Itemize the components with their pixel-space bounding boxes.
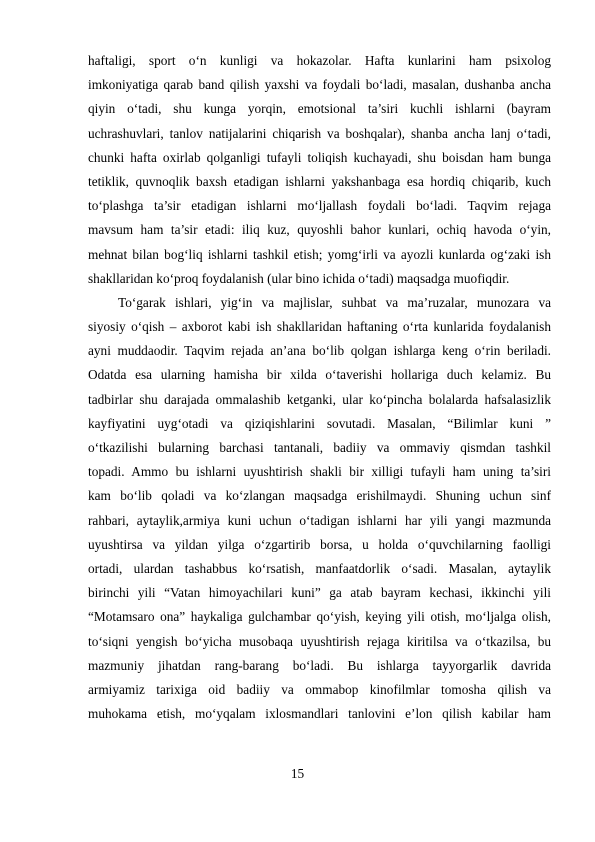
text-line: birinchi yili “Vatan himoyachilari kuni” ga atab bayram kechasi, ikkinchi yili [88,585,551,601]
text-line: ortadi, ulardan tashabbus ko‘rsatish, manfaatdorlik o‘sadi. Masalan, aytaylik [88,560,551,576]
text-line: shakllaridan ko‘proq foydalanish (ular bino ichida o‘tadi) maqsadga muofiqdir. [88,270,510,286]
text-line: topadi. Ammo bu ishlarni uyushtirish shakli bir xilligi tufayli ham uning ta’siri [88,464,551,480]
text-line: uchrashuvlari, tanlov natijalarini chiqarish va boshqalar), shanba ancha lanj o‘tadi, [88,125,551,141]
text-line: “Motamsaro ona” haykaliga gulchambar qo‘yish, keying yili otish, mo‘ljalga olish, [88,609,551,625]
text-line: siyosiy o‘qish – axborot kabi ish shakllaridan haftaning o‘rta kunlarida foydalanish [88,319,551,335]
text-line: o‘tkazilishi bularning barchasi tantanali, badiiy va ommaviy qismdan tashkil [88,440,551,455]
text-line: muhokama etish, mo‘yqalam ixlosmandlari tanlovini e’lon qilish kabilar ham [88,706,551,722]
page-number: 15 [290,766,305,781]
text-line: rahbari, aytaylik,armiya kuni uchun o‘tadigan ishlarni har yili yangi mazmunda [88,512,551,528]
text-line: to‘siqni yengish bo‘yicha musobaqa uyushtirish rejaga kiritilsa va o‘tkazilsa, bu [88,633,551,649]
text-line: haftaligi, sport o‘n kunligi va hokazolar. Hafta kunlarini ham psixolog [88,53,551,68]
text-line: to‘plashga ta’sir etadigan ishlarni mo‘ljallash foydali bo‘ladi. Taqvim rejaga [88,198,551,214]
text-line: kam bo‘lib qoladi va ko‘zlangan maqsadga erishilmaydi. Shuning uchun sinf [88,488,551,504]
text-line: tadbirlar shu darajada ommalashib ketganki, ular ko‘pincha bolalarda hafsalasizlik [88,391,551,407]
text-line: kayfiyatini uyg‘otadi va qiziqishlarini sovutadi. Masalan, “Bilimlar kuni ” [88,415,551,431]
text-line: mazmuniy jihatdan rang-barang bo‘ladi. Bu ishlarga tayyorgarlik davrida [88,657,551,673]
text-line: armiyamiz tarixiga oid badiiy va ommabop kinofilmlar tomosha qilish va [88,681,551,697]
text-line: uyushtirsa va yildan yilga o‘zgartirib borsa, u holda o‘quvchilarning faolligi [88,536,551,552]
text-line: imkoniyatiga qarab band qilish yaxshi va foydali bo‘ladi, masalan, dushanba ancha [88,77,551,93]
text-line: tetiklik, quvnoqlik baxsh etadigan ishlarni yakshanbaga esa hordiq chiqarib, kuch [88,173,551,189]
text-line: ayni muddaodir. Taqvim rejada an’ana bo‘lib qolgan ishlarga keng o‘rin beriladi. [88,343,551,359]
text-line: qiyin o‘tadi, shu kunga yorqin, emotsional ta’siri kuchli ishlarni (bayram [88,101,551,117]
text-line: mehnat bilan bog‘liq ishlarni tashkil etish; yomg‘irli va ayozli kunlarda og‘zaki ish [88,246,551,262]
body-text [88,49,551,726]
text-line: mavsum ham ta’sir etadi: iliq kuz, quyoshli bahor kunlari, ochiq havoda o‘yin, [88,222,551,238]
text-line: Odatda esa ularning hamisha bir xilda o‘taverishi hollariga duch kelamiz. Bu [88,367,551,383]
text-line: To‘garak ishlari, yig‘in va majlislar, suhbat va ma’ruzalar, munozara va [118,294,551,310]
text-line: chunki hafta oxirlab qolganligi tufayli toliqish kuchayadi, shu boisdan ham bunga [88,149,551,165]
